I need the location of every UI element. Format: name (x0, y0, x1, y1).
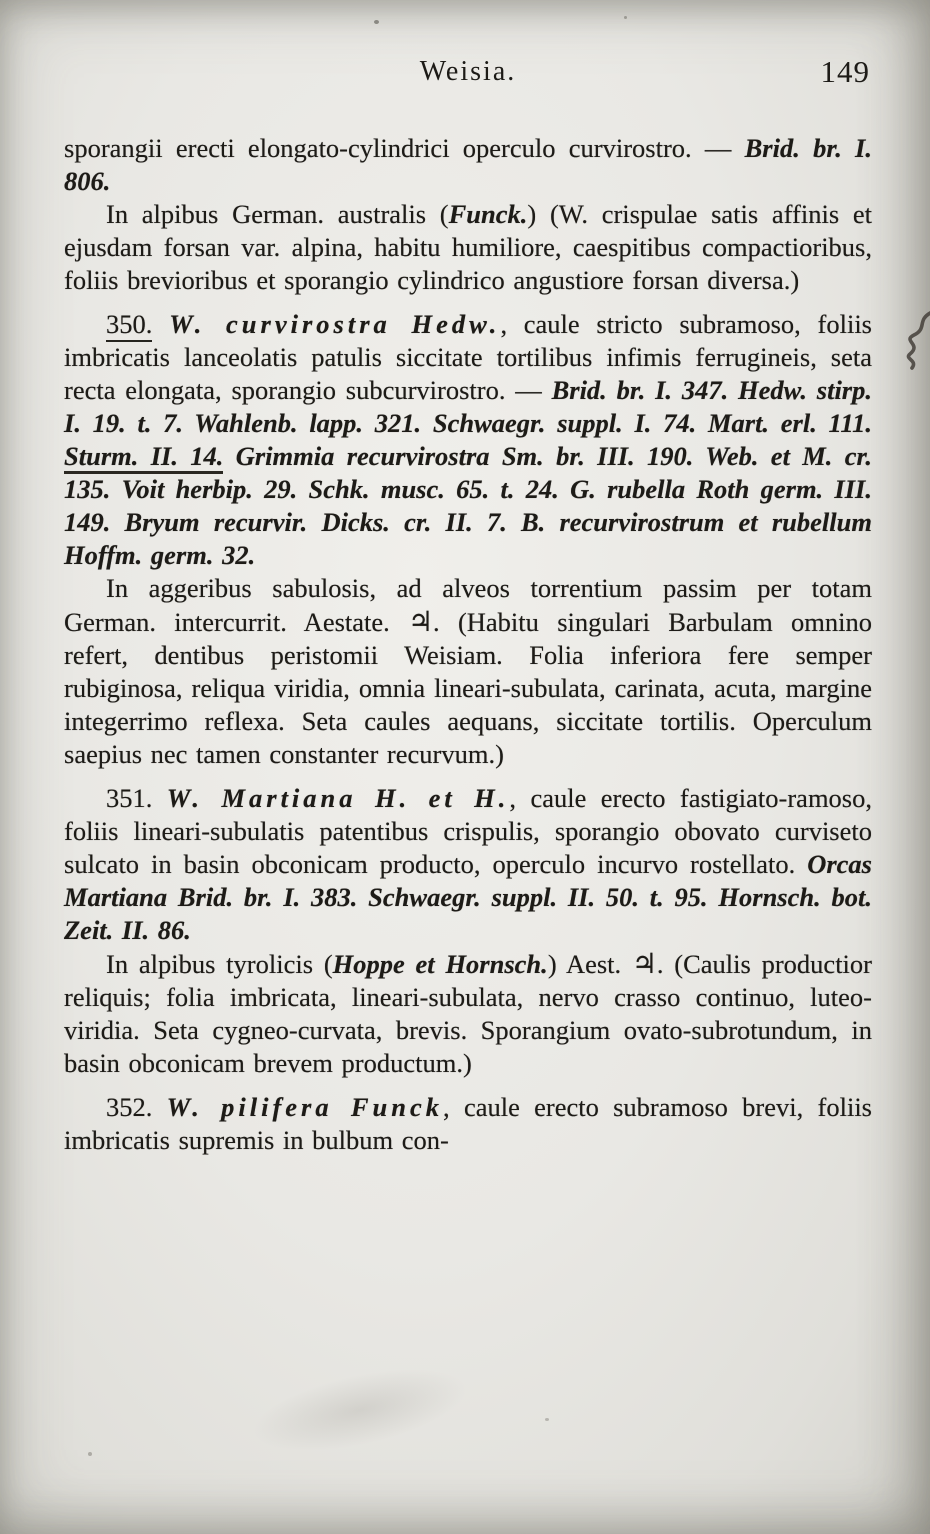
reference-citation: Orcas Martiana Brid. br. I. 383. Schwaegr. suppl. II. 50. t. 95. Hornsch. bot. Zeit. II. 86. (64, 849, 872, 945)
text-run: , caule stricto subramoso, foliis imbricatis lanceolatis patulis siccitate tortilibus infimis ferrugineis, seta recta elongata, sporangio subcurvirostro. — (64, 309, 872, 405)
species-name: W. curvirostra Hedw. (169, 309, 501, 339)
scan-speck (545, 1418, 549, 1421)
page-header (64, 56, 872, 92)
jupiter-perennial-symbol: ♃ (631, 947, 657, 980)
page-number: 149 (820, 54, 870, 89)
entry-352 (64, 1091, 872, 1157)
collector-name: Hoppe et Hornsch. (332, 949, 548, 979)
underlined-citation: Sturm. II. 14. (64, 441, 223, 474)
reference-citation: Brid. br. I. 806. (64, 133, 872, 196)
paragraph-note-350 (64, 572, 872, 771)
species-name: W. Martiana H. et H. (166, 783, 510, 813)
text-run (152, 309, 169, 339)
reference-citation: Grimmia recurvirostra Sm. br. III. 190. Web. et M. cr. 135. Voit herbip. 29. Schk. musc. 65. t. 24. G. rubella Roth germ. III. 149. Bryum recurvir. Dicks. cr. II. 7. B. recurvirostrum et rubellum Hoffm. germ. 32. (64, 441, 872, 570)
paragraph-note-351 (64, 947, 872, 1080)
paragraph-continuation (64, 132, 872, 198)
collector-name: Funck. (448, 199, 528, 229)
text-run: ) (W. crispulae satis affinis et ejusdam forsan var. alpina, habitu humiliore, caespitibus compactioribus, foliis brevioribus et sporangio cylindrico angustiore forsan diversa.) (64, 199, 872, 295)
text-run: In alpibus German. australis ( (106, 199, 449, 229)
text-run: ) Aest. (547, 949, 632, 979)
text-run: , caule erecto subramoso brevi, foliis imbricatis supremis in bulbum con- (64, 1092, 872, 1155)
scan-speck (374, 20, 379, 24)
species-name: W. pilifera Funck (166, 1092, 444, 1122)
jupiter-perennial-symbol: ♃ (408, 605, 434, 638)
reference-citation: Brid. br. I. 347. Hedw. stirp. I. 19. t. 7. Wahlenb. lapp. 321. Schwaegr. suppl. I. 74. Mart. erl. 111. (64, 375, 872, 438)
scan-speck (88, 1452, 92, 1456)
text-run: . (Habitu singulari Barbulam omnino refert, dentibus peristomii Weisiam. Folia inferiora fere semper rubiginosa, reliqua viridia, omnia lineari-subulata, carinata, acuta, margine integerrimo reflexa. Seta caules aequans, siccitate tortilis. Operculum saepius nec tamen constanter recurvum.) (64, 607, 872, 769)
text-run: , caule erecto fastigiato-ramoso, foliis lineari-subulatis patentibus crispulis, sporangio obovato curviseto sulcato in basin obconicam producto, operculo incurvo rostellato. (64, 783, 872, 879)
entry-350 (64, 308, 872, 572)
entry-number-352: 352. (106, 1092, 167, 1122)
text-run: sporangii erecti elongato-cylindrici operculo curvirostro. — (64, 133, 745, 163)
text-run: . (Caulis productior reliquis; folia imbricata, lineari-subulata, nervo crasso continuo, luteo-viridia. Seta cygneo-curvata, brevis. Sporangium ovato-subrotundum, in basin obconicam brevem productum.) (64, 949, 872, 1078)
entry-351 (64, 782, 872, 947)
scan-speck (624, 16, 627, 19)
running-title: Weisia. (419, 56, 517, 87)
text-run: In alpibus tyrolicis ( (106, 949, 333, 979)
entry-number-350: 350. (106, 309, 152, 342)
paragraph-habitat-note (64, 198, 872, 297)
scan-smudge (245, 1353, 475, 1467)
entry-number-351: 351. (106, 783, 167, 813)
handwritten-ink-mark-icon (894, 308, 930, 372)
text-block (64, 132, 872, 1157)
text-run: In aggeribus sabulosis, ad alveos torrentium passim per totam German. intercurrit. Aestate. (64, 573, 872, 637)
